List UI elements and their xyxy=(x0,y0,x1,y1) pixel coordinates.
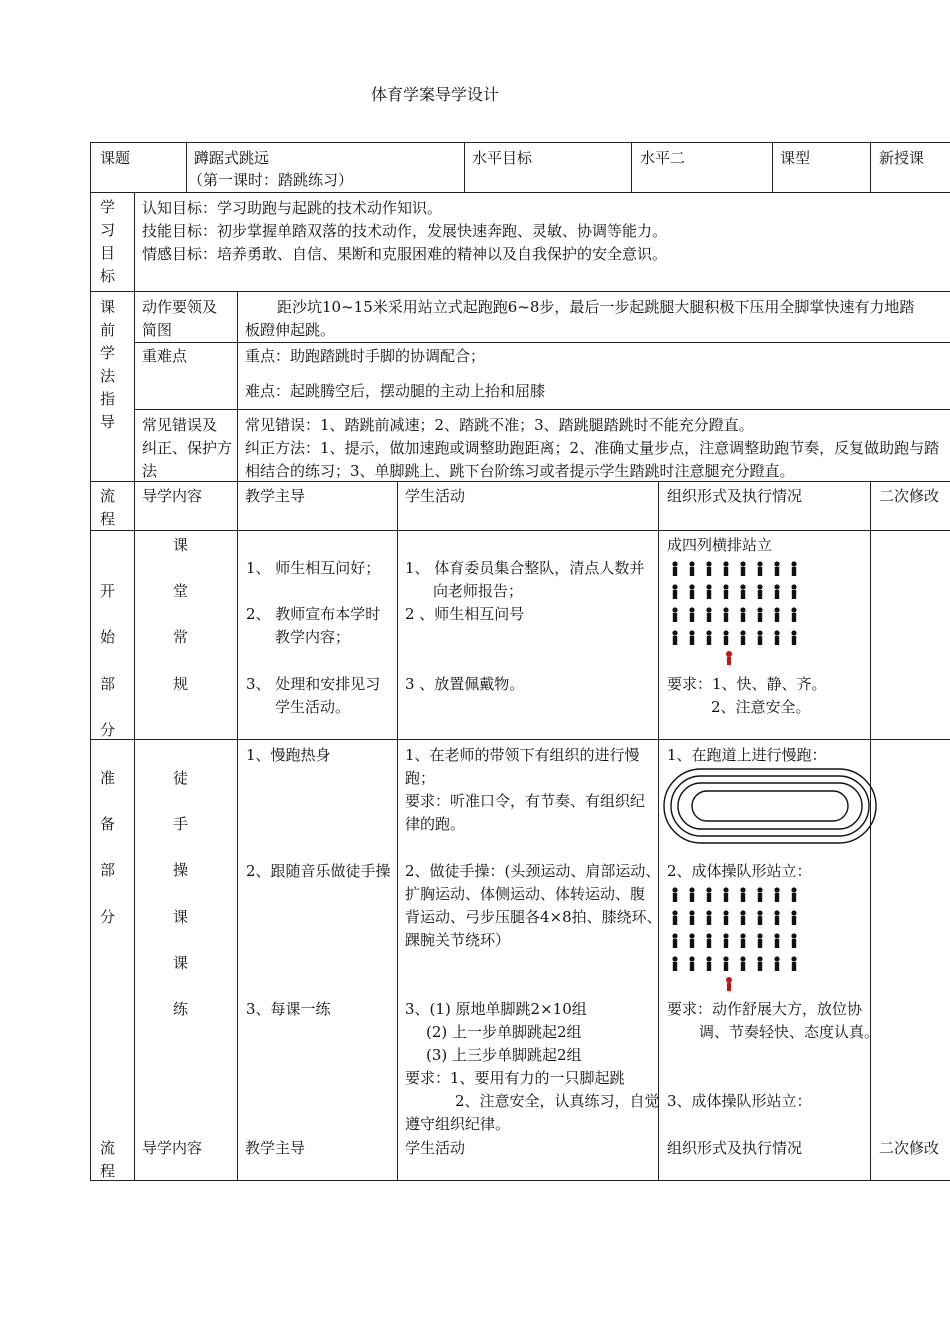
student-icon xyxy=(740,933,745,948)
student-icon xyxy=(672,910,677,925)
goals-label-char: 学 xyxy=(100,198,116,216)
prep-teacher-1: 1、慢跑热身 xyxy=(246,746,331,764)
guide-difficulty-point: 难点：起跳腾空后，摆动腿的主动上抬和屈膝 xyxy=(245,382,546,400)
student-icon xyxy=(706,607,711,622)
grid-line xyxy=(134,192,135,481)
student-icon xyxy=(689,630,694,645)
student-icon xyxy=(740,584,745,599)
start-teacher-3b: 学生活动。 xyxy=(275,698,351,716)
start-content-char: 课 xyxy=(173,536,189,554)
prep-student-line: 要求：1、要用有力的一只脚起跳 xyxy=(405,1069,625,1087)
student-icon xyxy=(723,910,728,925)
grid-line xyxy=(464,142,465,192)
grid-line xyxy=(237,291,238,481)
header-level-value: 水平二 xyxy=(640,149,686,167)
flow-teacher-head: 教学主导 xyxy=(245,487,306,505)
guide-label-char: 前 xyxy=(100,321,116,339)
flow-revise-head: 二次修改 xyxy=(879,487,940,505)
flow-label-repeat: 流 xyxy=(100,1139,116,1157)
prep-content-char: 课 xyxy=(173,954,189,972)
prep-org-4: 3、成体操队形站立： xyxy=(667,1092,812,1110)
prep-student-line: 3、(1) 原地单脚跳2×10组 xyxy=(405,1000,587,1018)
guide-action-text-1: 距沙坑10~15米采用站立式起跑跑6~8步，最后一步起跳腿大腿积极下压用全脚掌快速有力地踏 xyxy=(277,298,915,316)
guide-error-text-2: 纠正方法：1、提示，做加速跑或调整助跑距离；2、准确丈量步点，注意调整助跑节奏，反复做助跑与踏 xyxy=(245,439,940,457)
student-icon xyxy=(757,933,762,948)
header-type-value: 新授课 xyxy=(879,149,925,167)
student-icon xyxy=(774,933,779,948)
goal-skill: 技能目标：初步掌握单踏双落的技术动作，发展快速奔跑、灵敏、协调等能力。 xyxy=(142,222,668,240)
grid-line xyxy=(397,481,398,1181)
student-icon xyxy=(757,607,762,622)
prep-student-line: 2、注意安全，认真练习，自觉 xyxy=(455,1092,660,1110)
student-icon xyxy=(672,584,677,599)
prep-label-char: 准 xyxy=(100,769,116,787)
goal-emotion: 情感目标：培养勇敢、自信、果断和克服困难的精神以及自我保护的安全意识。 xyxy=(142,245,668,263)
start-teacher-2b: 教学内容； xyxy=(275,628,351,646)
grid-line xyxy=(134,342,950,343)
header-course-name: 蹲踞式跳远 xyxy=(194,149,270,167)
start-org-2: 要求：1、快、静、齐。 xyxy=(667,675,827,693)
student-icon xyxy=(740,561,745,576)
document-title: 体育学案导学设计 xyxy=(371,85,500,104)
prep-student-line: 跑； xyxy=(405,769,436,787)
student-icon xyxy=(791,561,796,576)
flow-label-2: 程 xyxy=(100,510,116,528)
prep-teacher-3: 3、每课一练 xyxy=(246,1000,331,1018)
prep-content-char: 手 xyxy=(173,815,189,833)
header-course-sub: （第一课时：踏跳练习） xyxy=(188,171,354,189)
guide-error-text-1: 常见错误：1、踏跳前减速；2、踏跳不准；3、踏跳腿踏跳时不能充分蹬直。 xyxy=(245,416,754,434)
student-icon xyxy=(791,607,796,622)
student-icon xyxy=(706,630,711,645)
grid-line xyxy=(90,739,950,740)
guide-label-char: 课 xyxy=(100,298,116,316)
prep-org-2: 2、成体操队形站立： xyxy=(667,862,812,880)
start-content-char: 常 xyxy=(173,628,189,646)
prep-student-line: 踝腕关节绕环） xyxy=(405,931,511,949)
grid-line xyxy=(134,409,950,410)
start-content-char: 规 xyxy=(173,675,189,693)
student-icon xyxy=(723,630,728,645)
start-student-1b: 向老师报告； xyxy=(433,582,524,600)
student-icon xyxy=(706,561,711,576)
student-icon xyxy=(774,630,779,645)
prep-org-1: 1、在跑道上进行慢跑： xyxy=(667,746,827,764)
start-content-char: 堂 xyxy=(173,582,189,600)
start-org-1: 成四列横排站立 xyxy=(667,536,773,554)
guide-error-label-2: 纠正、保护方 xyxy=(142,439,233,457)
start-teacher-2: 2、 教师宣布本学时 xyxy=(246,605,381,623)
prep-student-line: 扩胸运动、体侧运动、体转运动、腹 xyxy=(405,885,646,903)
grid-line xyxy=(658,481,659,1181)
prep-content-char: 课 xyxy=(173,908,189,926)
student-icon xyxy=(757,910,762,925)
guide-action-label-2: 简图 xyxy=(142,321,173,339)
grid-line xyxy=(870,142,871,192)
guide-label-char: 指 xyxy=(100,390,116,408)
header-level-label: 水平目标 xyxy=(472,149,533,167)
flow-label-repeat-2: 程 xyxy=(100,1162,116,1180)
goal-cognitive: 认知目标：学习助跑与起跳的技术动作知识。 xyxy=(142,199,443,217)
student-icon xyxy=(723,933,728,948)
start-teacher-3: 3、 处理和安排见习 xyxy=(246,675,381,693)
flow-student-head-repeat: 学生活动 xyxy=(405,1139,466,1157)
guide-error-label: 常见错误及 xyxy=(142,416,218,434)
student-icon xyxy=(774,584,779,599)
student-icon xyxy=(689,607,694,622)
student-icon xyxy=(689,956,694,971)
grid-line xyxy=(134,481,135,1181)
grid-line xyxy=(90,1180,950,1181)
teacher-icon xyxy=(726,651,732,665)
flow-teacher-head-repeat: 教学主导 xyxy=(245,1139,306,1157)
prep-student-line: 律的跑。 xyxy=(405,815,466,833)
formation-diagram-prep xyxy=(668,884,808,996)
goals-label-char: 习 xyxy=(100,221,116,239)
header-course-label: 课题 xyxy=(100,149,131,167)
flow-label: 流 xyxy=(100,487,116,505)
prep-content-char: 徒 xyxy=(173,769,189,787)
prep-teacher-2: 2、跟随音乐做徒手操 xyxy=(246,862,391,880)
start-label-char: 分 xyxy=(100,721,116,739)
prep-student-line: 要求：听准口令，有节奏、有组织纪 xyxy=(405,792,646,810)
grid-line xyxy=(90,192,950,193)
student-icon xyxy=(706,910,711,925)
guide-difficulty-label: 重难点 xyxy=(142,347,188,365)
student-icon xyxy=(757,630,762,645)
student-icon xyxy=(706,956,711,971)
prep-student-line: 遵守组织纪律。 xyxy=(405,1115,511,1133)
student-icon xyxy=(757,584,762,599)
student-icon xyxy=(774,910,779,925)
grid-line xyxy=(237,481,238,1181)
guide-action-text-2: 板蹬伸起跳。 xyxy=(245,321,336,339)
prep-student-line: 1、在老师的带领下有组织的进行慢 xyxy=(405,746,640,764)
student-icon xyxy=(791,933,796,948)
prep-content-char: 练 xyxy=(173,1000,189,1018)
guide-label-char: 导 xyxy=(100,413,116,431)
goals-label-char: 目 xyxy=(100,244,116,262)
flow-org-head-repeat: 组织形式及执行情况 xyxy=(667,1139,803,1157)
start-label-char: 部 xyxy=(100,675,116,693)
prep-student-line: (2) 上一步单脚跳起2组 xyxy=(426,1023,582,1041)
student-icon xyxy=(672,956,677,971)
student-icon xyxy=(706,584,711,599)
student-icon xyxy=(757,956,762,971)
prep-label-char: 备 xyxy=(100,815,116,833)
goals-label-char: 标 xyxy=(100,267,116,285)
student-icon xyxy=(672,887,677,902)
flow-content-head-repeat: 导学内容 xyxy=(142,1139,203,1157)
grid-line xyxy=(90,142,91,1181)
student-icon xyxy=(740,887,745,902)
student-icon xyxy=(723,584,728,599)
student-icon xyxy=(757,561,762,576)
grid-line xyxy=(90,530,950,531)
start-label-char: 始 xyxy=(100,628,116,646)
student-icon xyxy=(672,561,677,576)
student-icon xyxy=(689,933,694,948)
flow-content-head: 导学内容 xyxy=(142,487,203,505)
start-teacher-1: 1、 师生相互问好； xyxy=(246,559,381,577)
student-icon xyxy=(791,910,796,925)
student-icon xyxy=(774,561,779,576)
start-student-3: 3 、放置佩戴物。 xyxy=(405,675,525,693)
grid-line xyxy=(90,291,950,292)
student-icon xyxy=(723,887,728,902)
student-icon xyxy=(774,887,779,902)
grid-line xyxy=(90,142,950,143)
student-icon xyxy=(740,630,745,645)
grid-line xyxy=(772,142,773,192)
guide-key-point: 重点：助跑踏跳时手脚的协调配合； xyxy=(245,347,486,365)
student-icon xyxy=(672,607,677,622)
prep-student-line: (3) 上三步单脚跳起2组 xyxy=(426,1046,582,1064)
prep-org-3: 要求：动作舒展大方，放位协 xyxy=(667,1000,863,1018)
student-icon xyxy=(791,887,796,902)
flow-revise-head-repeat: 二次修改 xyxy=(879,1139,940,1157)
teacher-icon xyxy=(726,977,732,991)
student-icon xyxy=(757,887,762,902)
guide-action-label: 动作要领及 xyxy=(142,298,218,316)
student-icon xyxy=(774,956,779,971)
student-icon xyxy=(689,561,694,576)
student-icon xyxy=(791,630,796,645)
header-type-label: 课型 xyxy=(780,149,811,167)
prep-student-line: 背运动、弓步压腿各4×8拍、膝绕环、 xyxy=(405,908,662,926)
guide-label-char: 法 xyxy=(100,367,116,385)
student-icon xyxy=(706,933,711,948)
student-icon xyxy=(791,956,796,971)
guide-error-label-3: 法 xyxy=(142,462,158,480)
flow-student-head: 学生活动 xyxy=(405,487,466,505)
grid-line xyxy=(631,142,632,192)
formation-diagram-start xyxy=(668,558,808,670)
start-student-1: 1、 体育委员集合整队，清点人数并 xyxy=(405,559,645,577)
guide-error-text-3: 相结合的练习；3、单脚跳上、跳下台阶练习或者提示学生踏跳时注意腿充分蹬直。 xyxy=(245,462,795,480)
running-track-diagram xyxy=(662,767,878,845)
student-icon xyxy=(672,933,677,948)
start-label-char: 开 xyxy=(100,582,116,600)
prep-org-3b: 调、节奏轻快、态度认真。 xyxy=(699,1023,880,1041)
start-student-2: 2 、师生相互问号 xyxy=(405,605,525,623)
prep-label-char: 部 xyxy=(100,861,116,879)
student-icon xyxy=(791,584,796,599)
student-icon xyxy=(689,584,694,599)
student-icon xyxy=(740,910,745,925)
student-icon xyxy=(706,887,711,902)
student-icon xyxy=(689,887,694,902)
student-icon xyxy=(740,956,745,971)
flow-org-head: 组织形式及执行情况 xyxy=(667,487,803,505)
student-icon xyxy=(689,910,694,925)
guide-label-char: 学 xyxy=(100,344,116,362)
student-icon xyxy=(740,607,745,622)
student-icon xyxy=(723,561,728,576)
student-icon xyxy=(723,956,728,971)
student-icon xyxy=(672,630,677,645)
prep-content-char: 操 xyxy=(173,861,189,879)
prep-label-char: 分 xyxy=(100,908,116,926)
start-org-3: 2、注意安全。 xyxy=(711,698,811,716)
student-icon xyxy=(723,607,728,622)
student-icon xyxy=(774,607,779,622)
grid-line xyxy=(186,142,187,192)
prep-student-line: 2、做徒手操：(头颈运动、肩部运动、 xyxy=(405,862,661,880)
